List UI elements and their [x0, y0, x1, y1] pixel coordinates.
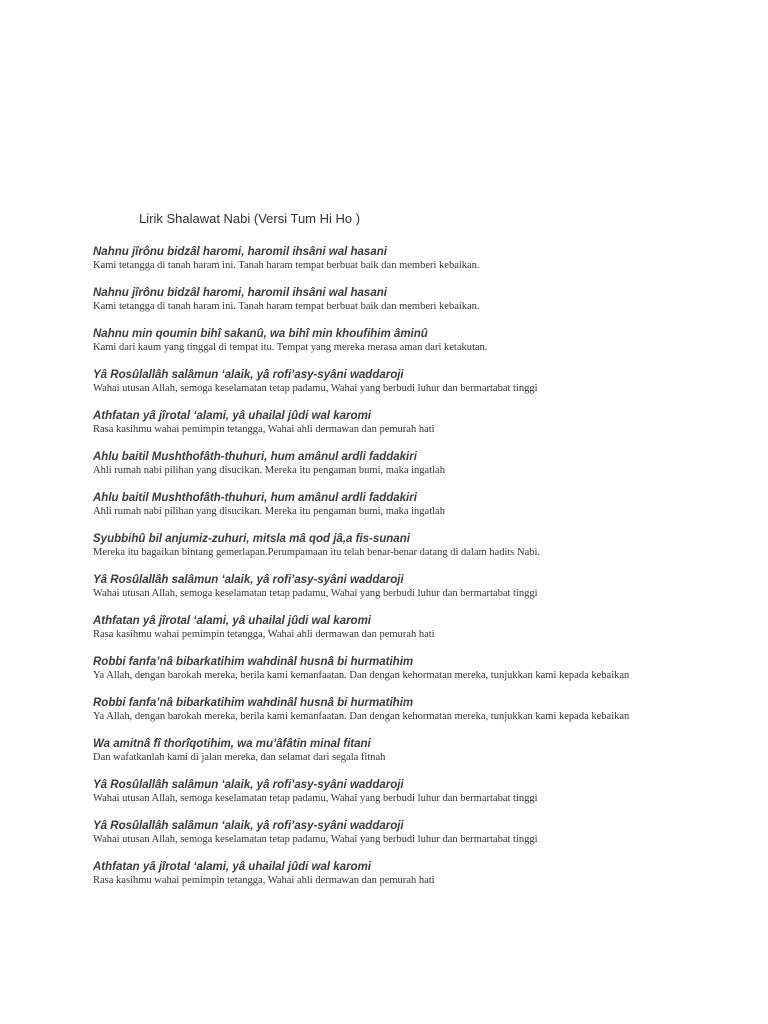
- verse-transliteration: Syubbihû bil anjumiz-zuhuri, mitsla mâ qod jâ,a fis-sunani: [93, 533, 410, 545]
- verse-translation: Kami dari kaum yang tinggal di tempat itu. Tempat yang mereka merasa aman dari ketakutan.: [93, 342, 488, 353]
- verse-block: [93, 492, 653, 518]
- verse-translation: Ahli rumah nabi pilihan yang disucikan. Mereka itu pengaman bumi, maka ingatlah: [93, 506, 445, 517]
- verse-translation: Wahai utusan Allah, semoga keselamatan tetap padamu, Wahai yang berbudi luhur dan bermartabat tinggi: [93, 834, 538, 845]
- verse-block: [93, 697, 653, 723]
- verse-block: [93, 328, 653, 354]
- verse-block: [93, 861, 653, 887]
- verse-transliteration: Nahnu jîrônu bidzâl haromi, haromil ihsâni wal hasani: [93, 246, 387, 258]
- verse-transliteration: Athfatan yâ jîrotal ‘alami, yâ uhailal jûdi wal karomi: [93, 861, 371, 873]
- verse-translation: Rasa kasihmu wahai pemimpin tetangga, Wahai ahli dermawan dan pemurah hati: [93, 875, 435, 886]
- verse-translation: Kami tetangga di tanah haram ini. Tanah haram tempat berbuat baik dan memberi kebaikan.: [93, 260, 480, 271]
- verse-list: [93, 246, 653, 902]
- verse-translation: Ahli rumah nabi pilihan yang disucikan. Mereka itu pengaman bumi, maka ingatlah: [93, 465, 445, 476]
- verse-transliteration: Robbi fanfa’nâ bibarkatihim wahdinâl husnâ bi hurmatihim: [93, 697, 414, 709]
- verse-transliteration: Yâ Rosûlallâh salâmun ‘alaik, yâ rofi’asy-syâni waddaroji: [93, 779, 404, 791]
- verse-transliteration: Yâ Rosûlallâh salâmun ‘alaik, yâ rofi’asy-syâni waddaroji: [93, 820, 404, 832]
- verse-translation: Rasa kasihmu wahai pemimpin tetangga, Wahai ahli dermawan dan pemurah hati: [93, 424, 435, 435]
- verse-transliteration: Nahnu min qoumin bihî sakanû, wa bihî min khoufihim âminû: [93, 328, 428, 340]
- verse-transliteration: Athfatan yâ jîrotal ‘alami, yâ uhailal jûdi wal karomi: [93, 615, 371, 627]
- verse-block: [93, 615, 653, 641]
- verse-translation: Kami tetangga di tanah haram ini. Tanah haram tempat berbuat baik dan memberi kebaikan.: [93, 301, 480, 312]
- verse-transliteration: Ahlu baitil Mushthofâth-thuhuri, hum amânul ardli faddakiri: [93, 492, 417, 504]
- verse-translation: Wahai utusan Allah, semoga keselamatan tetap padamu, Wahai yang berbudi luhur dan bermartabat tinggi: [93, 588, 538, 599]
- verse-block: [93, 369, 653, 395]
- verse-transliteration: Wa amitnâ fî thorîqotihim, wa mu’âfâtin minal fitani: [93, 738, 371, 750]
- verse-translation: Mereka itu bagaikan bintang gemerlapan.Perumpamaan itu telah benar-benar datang di dalam hadits Nabi.: [93, 547, 541, 558]
- verse-transliteration: Athfatan yâ jîrotal ‘alami, yâ uhailal jûdi wal karomi: [93, 410, 371, 422]
- verse-block: [93, 574, 653, 600]
- verse-block: [93, 287, 653, 313]
- verse-transliteration: Ahlu baitil Mushthofâth-thuhuri, hum amânul ardli faddakiri: [93, 451, 417, 463]
- verse-block: [93, 451, 653, 477]
- verse-block: [93, 738, 653, 764]
- verse-translation: Wahai utusan Allah, semoga keselamatan tetap padamu, Wahai yang berbudi luhur dan bermartabat tinggi: [93, 383, 538, 394]
- verse-block: [93, 533, 653, 559]
- verse-transliteration: Robbi fanfa’nâ bibarkatihim wahdinâl husnâ bi hurmatihim: [93, 656, 414, 668]
- verse-block: [93, 246, 653, 272]
- document-title: Lirik Shalawat Nabi (Versi Tum Hi Ho ): [139, 211, 361, 226]
- verse-translation: Wahai utusan Allah, semoga keselamatan tetap padamu, Wahai yang berbudi luhur dan bermartabat tinggi: [93, 793, 538, 804]
- verse-transliteration: Nahnu jîrônu bidzâl haromi, haromil ihsâni wal hasani: [93, 287, 387, 299]
- verse-transliteration: Yâ Rosûlallâh salâmun ‘alaik, yâ rofi’asy-syâni waddaroji: [93, 574, 404, 586]
- verse-translation: Rasa kasihmu wahai pemimpin tetangga, Wahai ahli dermawan dan pemurah hati: [93, 629, 435, 640]
- verse-translation: Ya Allah, dengan barokah mereka, berila kami kemanfaatan. Dan dengan kehormatan mereka, tunjukkan kami kepada kebaikan: [93, 670, 630, 681]
- verse-block: [93, 656, 653, 682]
- verse-block: [93, 820, 653, 846]
- verse-translation: Ya Allah, dengan barokah mereka, berila kami kemanfaatan. Dan dengan kehormatan mereka, tunjukkan kami kepada kebaikan: [93, 711, 630, 722]
- verse-translation: Dan wafatkanlah kami di jalan mereka, dan selamat dari segala fitnah: [93, 752, 386, 763]
- verse-transliteration: Yâ Rosûlallâh salâmun ‘alaik, yâ rofi’asy-syâni waddaroji: [93, 369, 404, 381]
- verse-block: [93, 779, 653, 805]
- verse-block: [93, 410, 653, 436]
